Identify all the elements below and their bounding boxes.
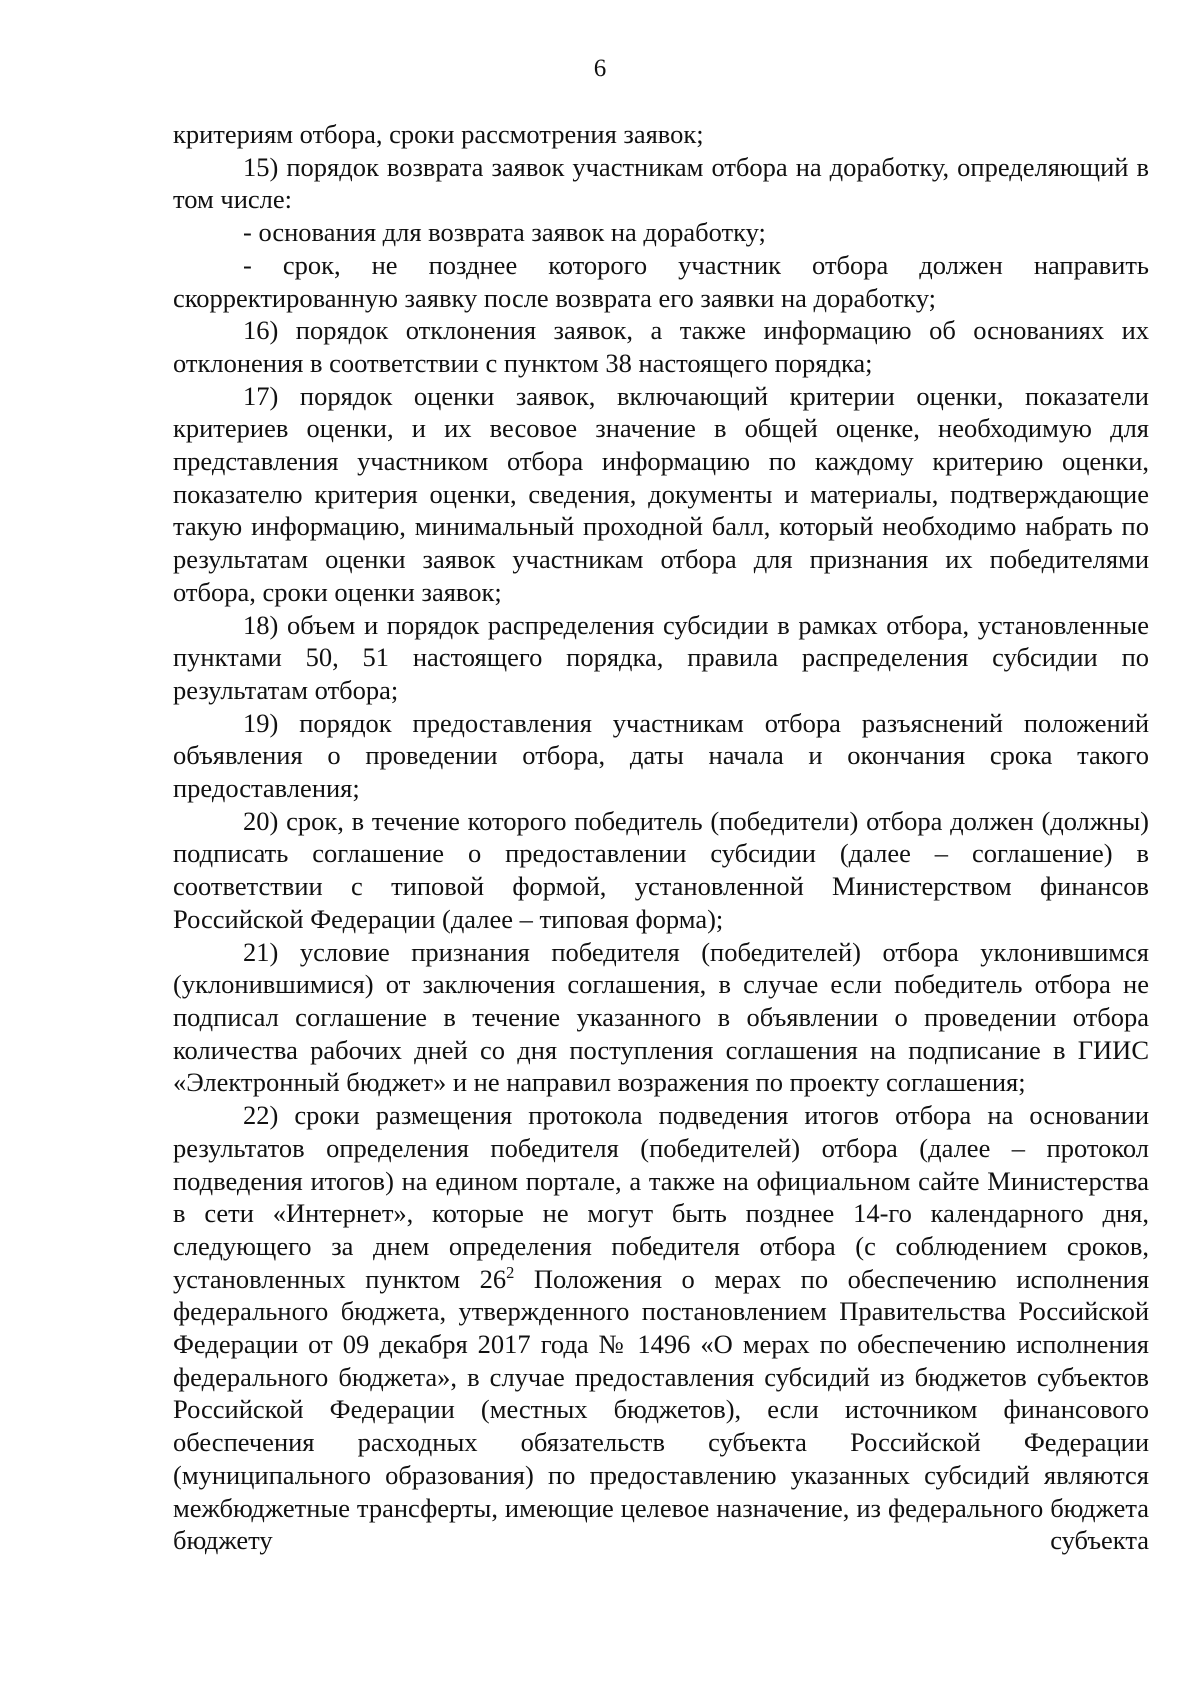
paragraph-item-19: 19) порядок предоставления участникам отбора разъяснений положений объявления о проведении отбора, даты начала и окончания срока такого предоставления; — [173, 707, 1149, 804]
paragraph-continuation: критериям отбора, сроки рассмотрения заявок; — [173, 119, 704, 149]
paragraph-item-22 — [173, 1099, 1149, 1557]
paragraph-item-15: 15) порядок возврата заявок участникам отбора на доработку, определяющий в том числе: — [173, 151, 1149, 215]
paragraph-item-22-text-b: Положения о мерах по обеспечению исполнения федерального бюджета, утвержденного постановлением Правительства Российской Федерации от 09 декабря 2017 года № 1496 «О мерах по обеспечению исполнения федерального бюджета», в случае предоставления субсидий из бюджетов субъектов Российской Федерации (местных бюджетов), если источником финансового обеспечения расходных обязательств субъекта Российской Федерации (муниципального образования) по предоставлению указанных субсидий являются межбюджетные трансферты, имеющие целевое назначение, из федерального бюджета бюджету субъекта — [173, 1263, 1150, 1556]
page-number: 6 — [593, 55, 607, 82]
paragraph-item-18: 18) объем и порядок распределения субсидии в рамках отбора, установленные пунктами 50, 51 настоящего порядка, правила распределения субсидии по результатам отбора; — [173, 609, 1149, 705]
paragraph-item-22-text-a: 22) сроки размещения протокола подведения итогов отбора на основании результатов определения победителя (победителей) отбора (далее – протокол подведения итогов) на едином портале, а также на официальном сайте Министерства в сети «Интернет», которые не могут быть позднее 14-го календарного дня, следующего за днем определения победителя отбора (с соблюдением сроков, установленных пунктом 26 — [173, 1100, 1149, 1294]
paragraph-item-21: 21) условие признания победителя (победителей) отбора уклонившимся (уклонившимися) от заключения соглашения, в случае если победитель отбора не подписал соглашение в течение указанного в объявлении о проведении отбора количества рабочих дней со дня поступления соглашения на подписание в ГИИС «Электронный бюджет» и не направил возражения по проекту соглашения; — [173, 936, 1149, 1098]
paragraph-item-16: 16) порядок отклонения заявок, а также информацию об основаниях их отклонения в соответствии с пунктом 38 настоящего порядка; — [173, 315, 1149, 378]
document-body — [173, 118, 1149, 1557]
paragraph-item-20: 20) срок, в течение которого победитель (победители) отбора должен (должны) подписать соглашение о предоставлении субсидии (далее – соглашение) в соответствии с типовой формой, установленной Министерством финансов Российской Федерации (далее – типовая форма); — [173, 805, 1149, 934]
paragraph-item-15-bullet-2: - срок, не позднее которого участник отбора должен направить скорректированную заявку после возврата его заявки на доработку; — [173, 249, 1149, 313]
paragraph-item-15-bullet-1: - основания для возврата заявок на доработку; — [243, 217, 766, 248]
footnote-superscript: 2 — [506, 1262, 515, 1282]
paragraph-item-17: 17) порядок оценки заявок, включающий критерии оценки, показатели критериев оценки, и их весовое значение в общей оценке, необходимую для представления участником отбора информацию по каждому критерию оценки, показателю критерия оценки, сведения, документы и материалы, подтверждающие такую информацию, минимальный проходной балл, который необходимо набрать по результатам оценки заявок участникам отбора для признания их победителями отбора, сроки оценки заявок; — [173, 380, 1149, 607]
